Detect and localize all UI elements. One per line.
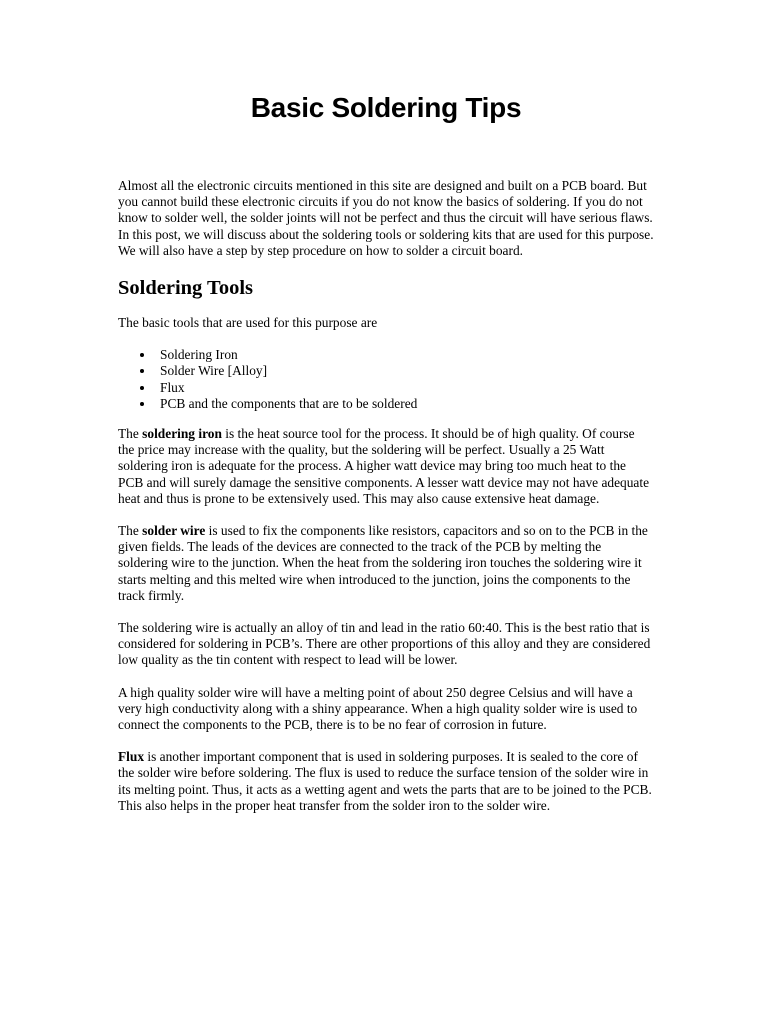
list-item-label: PCB and the components that are to be soldered [160, 395, 418, 411]
list-item [118, 347, 654, 363]
list-item [118, 380, 654, 396]
soldering-iron-paragraph [118, 426, 654, 507]
alloy-paragraph: The soldering wire is actually an alloy of tin and lead in the ratio 60:40. This is the best ratio that is considered for soldering in PCB’s. There are other proportions of this alloy and they are considered low quality as the tin content with respect to lead will be lower. [118, 620, 651, 668]
list-item [118, 363, 654, 379]
page-title: Basic Soldering Tips [250, 92, 522, 123]
paragraph-text: is another important component that is used in soldering purposes. It is sealed to the core of the solder wire before soldering. The flux is used to reduce the surface tension of the solder wire in its melting point. Thus, it acts as a wetting agent and wets the parts that are to be joined to the PCB. This also helps in the proper heat transfer from the solder iron to the solder wire. [118, 749, 652, 813]
paragraph-text: is the heat source tool for the process. It should be of high quality. Of course the price may increase with the quality, but the soldering will be perfect. Usually a 25 Watt soldering iron is adequate for the process. A higher watt device may bring too much heat to the PCB and will surely damage the sensitive components. A lesser watt device may not have adequate heat and thus is prone to be extensively used. This may also cause extensive heat damage. [118, 426, 650, 506]
section-heading-soldering-tools: Soldering Tools [118, 277, 254, 300]
quality-paragraph: A high quality solder wire will have a melting point of about 250 degree Celsius and will have a very high conductivity along with a shiny appearance. When a high quality solder wire is used to connect the components to the PCB, there is to be no fear of corrosion in future. [118, 684, 638, 733]
flux-paragraph [118, 749, 654, 814]
term-soldering-iron: soldering iron [142, 426, 222, 442]
list-item-label: Solder Wire [Alloy] [160, 363, 268, 379]
list-item-label: Flux [160, 379, 185, 395]
solder-wire-paragraph [118, 523, 654, 604]
tools-intro-paragraph: The basic tools that are used for this purpose are [118, 315, 378, 331]
term-flux: Flux [118, 749, 145, 765]
paragraph-text: is used to fix the components like resistors, capacitors and so on to the PCB in the given fields. The leads of the devices are connected to the track of the PCB by melting the soldering wire to the junction. When the heat from the soldering iron touches the soldering wire it starts melting and this melted wire when introduced to the junction, joins the components to the track firmly. [118, 523, 648, 603]
list-item-label: Soldering Iron [160, 347, 238, 363]
tools-list [118, 347, 654, 412]
bullet-icon [140, 386, 144, 390]
bullet-icon [140, 353, 144, 357]
paragraph-lead: The [118, 523, 143, 539]
document-body [118, 178, 654, 830]
bullet-icon [140, 402, 144, 406]
paragraph-lead: The [118, 426, 143, 442]
list-item [118, 396, 654, 412]
term-solder-wire: solder wire [142, 523, 206, 539]
intro-paragraph: Almost all the electronic circuits mentioned in this site are designed and built on a PCB board. But you cannot build these electronic circuits if you do not know the basics of soldering. If you do not know to solder well, the solder joints will not be perfect and thus the circuit will have serious flaws. In this post, we will discuss about the soldering tools or soldering kits that are used for this purpose. We will also have a step by step procedure on how to solder a circuit board. [118, 178, 654, 258]
bullet-icon [140, 369, 144, 373]
